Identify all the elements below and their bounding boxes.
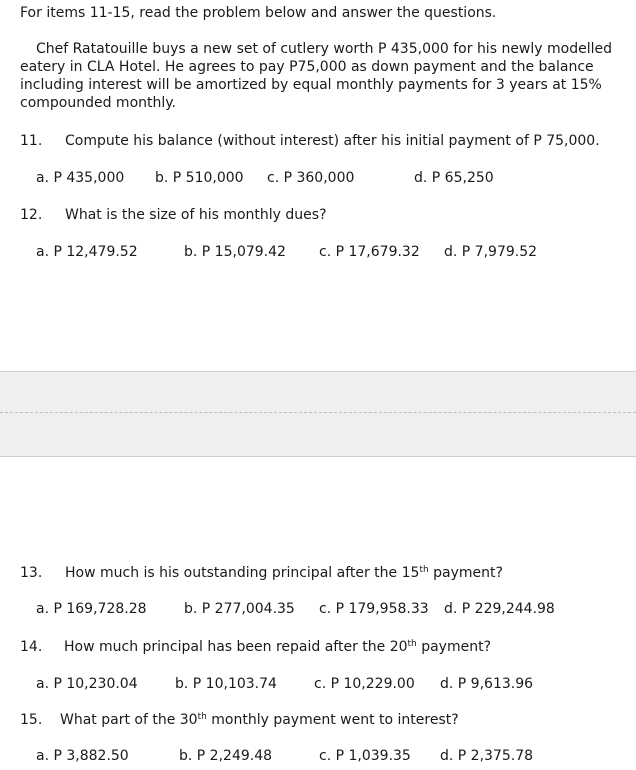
problem-paragraph [20, 40, 620, 112]
page-break-divider [0, 412, 636, 413]
question-number: 15. [20, 712, 43, 728]
option-a: a. P 10,230.04 [36, 676, 138, 692]
option-d: d. P 65,250 [414, 170, 494, 186]
page-break [0, 371, 636, 457]
option-c: c. P 360,000 [267, 170, 355, 186]
problem-text: Chef Ratatouille buys a new set of cutlery worth P 435,000 for his newly modelled eatery in CLA Hotel. He agrees to pay P75,000 as down payment and the balance including interest will be amortized by equal monthly payments for 3 years at 15% compounded monthly. [20, 41, 612, 111]
question-text: How much is his outstanding principal after the 15th payment? [65, 565, 503, 581]
option-b: b. P 510,000 [155, 170, 244, 186]
option-b: b. P 2,249.48 [179, 748, 273, 764]
option-c: c. P 179,958.33 [319, 601, 429, 617]
option-c: c. P 17,679.32 [319, 244, 420, 260]
instructions-text: For items 11-15, read the problem below and answer the questions. [20, 5, 497, 21]
option-c: c. P 10,229.00 [314, 676, 415, 692]
option-b: b. P 15,079.42 [184, 244, 286, 260]
question-text: Compute his balance (without interest) after his initial payment of P 75,000. [65, 133, 600, 149]
option-c: c. P 1,039.35 [319, 748, 411, 764]
option-d: d. P 2,375.78 [440, 748, 534, 764]
option-a: a. P 3,882.50 [36, 748, 129, 764]
question-text: What part of the 30th monthly payment went to interest? [60, 712, 459, 728]
option-b: b. P 277,004.35 [184, 601, 295, 617]
option-b: b. P 10,103.74 [175, 676, 277, 692]
option-a: a. P 435,000 [36, 170, 125, 186]
option-d: d. P 9,613.96 [440, 676, 534, 692]
question-number: 11. [20, 133, 43, 149]
question-number: 14. [20, 639, 43, 655]
option-a: a. P 169,728.28 [36, 601, 147, 617]
question-text: What is the size of his monthly dues? [65, 207, 327, 223]
question-number: 13. [20, 565, 43, 581]
option-a: a. P 12,479.52 [36, 244, 138, 260]
option-d: d. P 229,244.98 [444, 601, 555, 617]
question-number: 12. [20, 207, 43, 223]
question-text: How much principal has been repaid after the 20th payment? [64, 639, 492, 655]
option-d: d. P 7,979.52 [444, 244, 538, 260]
